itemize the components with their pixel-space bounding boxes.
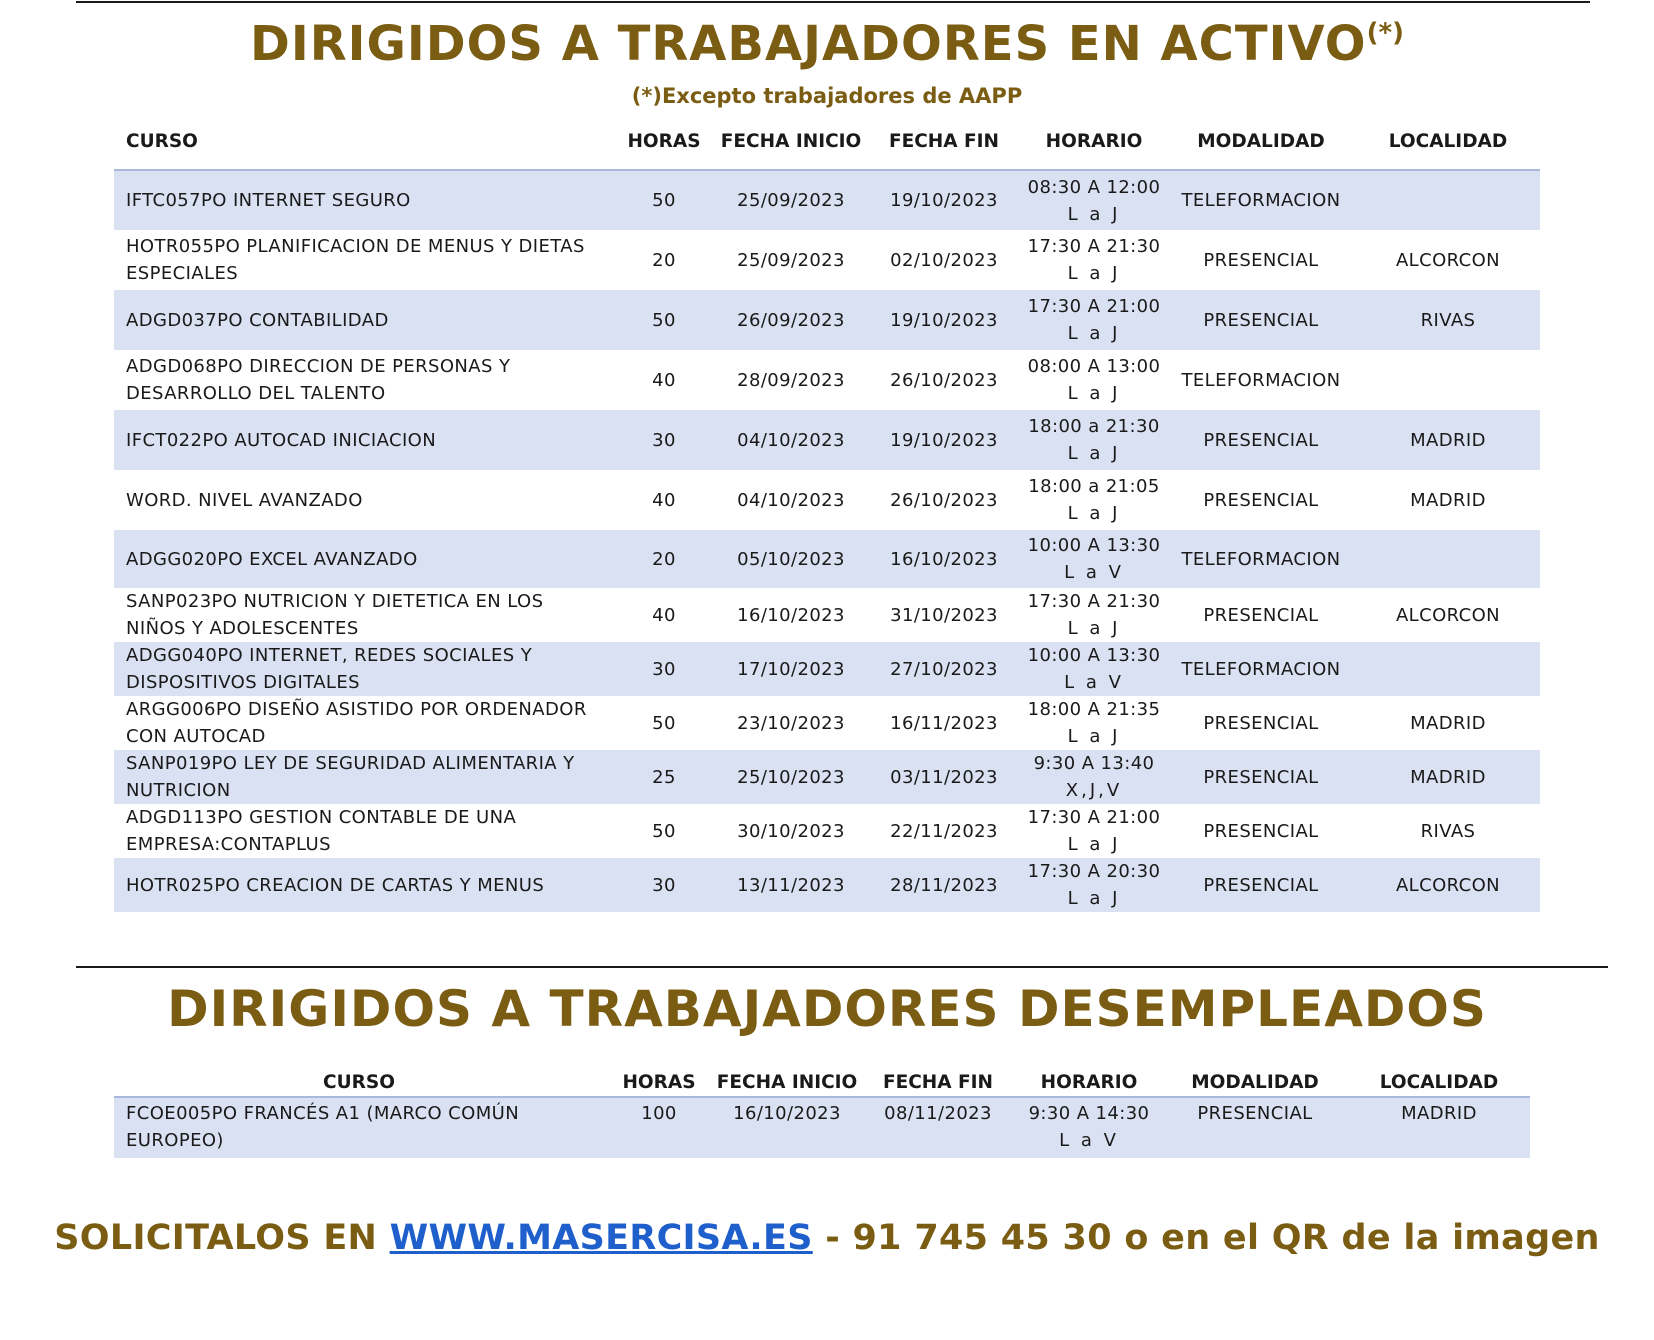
course-location: ALCORCON [1356,858,1540,912]
course-modality: TELEFORMACION [1166,170,1356,230]
course-hours: 30 [612,858,716,912]
course-modality: TELEFORMACION [1166,642,1356,696]
course-modality: PRESENCIAL [1166,470,1356,530]
course-hours: 100 [604,1097,714,1158]
table-row [114,858,1540,912]
course-schedule [1022,588,1166,642]
course-end-date: 28/11/2023 [866,858,1022,912]
table-row [114,1097,1530,1158]
course-start-date: 26/09/2023 [716,290,866,350]
unemployed-courses-table [114,1066,1530,1158]
course-start-date: 04/10/2023 [716,470,866,530]
unemployed-table-body [114,1097,1530,1158]
course-name: HOTR055PO PLANIFICACION DE MENUS Y DIETAS ESPECIALES [114,230,612,290]
course-location: RIVAS [1356,804,1540,858]
course-location: MADRID [1348,1097,1530,1158]
course-name: ADGD037PO CONTABILIDAD [114,290,612,350]
course-start-date: 17/10/2023 [716,642,866,696]
col-fecha-fin: FECHA FIN [860,1066,1016,1097]
course-location: MADRID [1356,470,1540,530]
course-hours: 50 [612,696,716,750]
course-end-date: 08/11/2023 [860,1097,1016,1158]
course-start-date: 04/10/2023 [716,410,866,470]
course-modality: PRESENCIAL [1166,410,1356,470]
course-end-date: 16/11/2023 [866,696,1022,750]
schedule-hours: 18:00 a 21:30 [1028,416,1160,437]
course-modality: PRESENCIAL [1162,1097,1348,1158]
course-location: MADRID [1356,750,1540,804]
course-end-date: 27/10/2023 [866,642,1022,696]
course-hours: 50 [612,170,716,230]
course-hours: 50 [612,804,716,858]
active-note: (*)Excepto trabajadores de AAPP [631,84,1023,108]
table-row [114,170,1540,230]
course-modality: PRESENCIAL [1166,230,1356,290]
course-hours: 25 [612,750,716,804]
course-schedule [1022,696,1166,750]
course-schedule [1022,350,1166,410]
course-hours: 40 [612,588,716,642]
schedule-days: L a J [1067,323,1121,344]
course-start-date: 05/10/2023 [716,530,866,588]
course-schedule [1022,804,1166,858]
col-localidad: LOCALIDAD [1348,1066,1530,1097]
course-name: ADGG040PO INTERNET, REDES SOCIALES Y DISPOSITIVOS DIGITALES [114,642,612,696]
title-active-mark: (*) [1366,18,1404,48]
course-name: SANP023PO NUTRICION Y DIETETICA EN LOS NIÑOS Y ADOLESCENTES [114,588,612,642]
col-curso: CURSO [114,1066,604,1097]
table-row [114,696,1540,750]
course-location: RIVAS [1356,290,1540,350]
table-row [114,470,1540,530]
table-row [114,804,1540,858]
course-start-date: 16/10/2023 [716,588,866,642]
schedule-days: L a J [1067,726,1121,747]
course-location [1356,170,1540,230]
schedule-hours: 10:00 A 13:30 [1027,645,1161,666]
schedule-hours: 08:30 A 12:00 [1027,176,1161,198]
course-end-date: 16/10/2023 [866,530,1022,588]
schedule-hours: 9:30 A 14:30 [1028,1103,1150,1124]
section-divider [76,966,1608,968]
course-name: WORD. NIVEL AVANZADO [114,470,612,530]
course-hours: 20 [612,530,716,588]
col-modalidad: MODALIDAD [1166,113,1356,170]
course-start-date: 25/09/2023 [716,230,866,290]
table-row [114,230,1540,290]
course-hours: 40 [612,350,716,410]
course-name: IFTC057PO INTERNET SEGURO [114,170,612,230]
schedule-hours: 17:30 A 21:30 [1027,236,1161,257]
table-row [114,642,1540,696]
schedule-hours: 17:30 A 21:00 [1027,807,1161,828]
col-horario: HORARIO [1016,1066,1162,1097]
course-schedule [1022,410,1166,470]
schedule-hours: 17:30 A 21:30 [1027,591,1161,612]
schedule-hours: 10:00 A 13:30 [1027,535,1161,556]
course-name: ADGD068PO DIRECCION DE PERSONAS Y DESARROLLO DEL TALENTO [114,350,612,410]
schedule-days: L a V [1059,1130,1119,1151]
course-schedule [1016,1097,1162,1158]
table-row [114,750,1540,804]
course-end-date: 19/10/2023 [866,410,1022,470]
title-active [0,16,1654,72]
schedule-days: L a V [1064,562,1124,583]
course-location: ALCORCON [1356,230,1540,290]
schedule-hours: 17:30 A 20:30 [1027,861,1161,882]
table-row [114,588,1540,642]
course-name: ADGG020PO EXCEL AVANZADO [114,530,612,588]
title-active-text: DIRIGIDOS A TRABAJADORES EN ACTIVO [250,16,1367,72]
course-hours: 30 [612,410,716,470]
website-link[interactable]: WWW.MASERCISA.ES [389,1218,813,1258]
active-header-row [114,113,1540,170]
course-name: ARGG006PO DISEÑO ASISTIDO POR ORDENADOR CON AUTOCAD [114,696,612,750]
course-schedule [1022,290,1166,350]
course-start-date: 28/09/2023 [716,350,866,410]
top-rule [76,1,1590,3]
schedule-hours: 08:00 A 13:00 [1027,356,1161,377]
title-unemployed: DIRIGIDOS A TRABAJADORES DESEMPLEADOS [167,980,1487,1038]
course-modality: PRESENCIAL [1166,696,1356,750]
unemployed-header-row [114,1066,1530,1097]
course-schedule [1022,170,1166,230]
course-schedule [1022,470,1166,530]
course-start-date: 25/10/2023 [716,750,866,804]
course-start-date: 16/10/2023 [714,1097,860,1158]
course-name: ADGD113PO GESTION CONTABLE DE UNA EMPRESA:CONTAPLUS [114,804,612,858]
schedule-hours: 17:30 A 21:00 [1027,296,1161,317]
course-schedule [1022,642,1166,696]
course-location: ALCORCON [1356,588,1540,642]
course-end-date: 02/10/2023 [866,230,1022,290]
course-end-date: 26/10/2023 [866,350,1022,410]
schedule-hours: 18:00 a 21:05 [1028,476,1160,497]
course-schedule [1022,230,1166,290]
course-modality: PRESENCIAL [1166,804,1356,858]
table-row [114,530,1540,588]
col-fecha-fin: FECHA FIN [866,113,1022,170]
schedule-days: L a V [1064,672,1124,693]
col-curso: CURSO [114,113,612,170]
course-name: HOTR025PO CREACION DE CARTAS Y MENUS [114,858,612,912]
course-modality: PRESENCIAL [1166,858,1356,912]
schedule-days: L a J [1067,203,1121,225]
footer-cta [0,1218,1654,1258]
course-name: FCOE005PO FRANCÉS A1 (MARCO COMÚN EUROPEO) [114,1097,604,1158]
schedule-days: L a J [1067,888,1121,909]
course-schedule [1022,530,1166,588]
course-hours: 20 [612,230,716,290]
course-modality: PRESENCIAL [1166,750,1356,804]
course-end-date: 22/11/2023 [866,804,1022,858]
course-end-date: 03/11/2023 [866,750,1022,804]
col-horas: HORAS [612,113,716,170]
schedule-days: L a J [1067,443,1121,464]
course-hours: 30 [612,642,716,696]
course-location: MADRID [1356,410,1540,470]
col-fecha-inicio: FECHA INICIO [716,113,866,170]
schedule-days: L a J [1067,503,1121,524]
schedule-days: X,J,V [1065,780,1123,801]
active-courses-table [114,113,1540,912]
table-row [114,350,1540,410]
course-start-date: 23/10/2023 [716,696,866,750]
course-end-date: 31/10/2023 [866,588,1022,642]
col-horas: HORAS [604,1066,714,1097]
course-end-date: 19/10/2023 [866,290,1022,350]
col-modalidad: MODALIDAD [1162,1066,1348,1097]
schedule-hours: 18:00 A 21:35 [1027,699,1161,720]
course-name: IFCT022PO AUTOCAD INICIACION [114,410,612,470]
schedule-days: L a J [1067,263,1121,284]
col-fecha-inicio: FECHA INICIO [714,1066,860,1097]
course-modality: TELEFORMACION [1166,530,1356,588]
course-hours: 50 [612,290,716,350]
course-name: SANP019PO LEY DE SEGURIDAD ALIMENTARIA Y NUTRICION [114,750,612,804]
course-modality: PRESENCIAL [1166,588,1356,642]
course-start-date: 13/11/2023 [716,858,866,912]
schedule-days: L a J [1067,618,1121,639]
course-location [1356,350,1540,410]
course-schedule [1022,858,1166,912]
footer-prefix: SOLICITALOS EN [54,1218,390,1258]
footer-suffix: - 91 745 45 30 o en el QR de la imagen [812,1218,1600,1258]
course-modality: TELEFORMACION [1166,350,1356,410]
schedule-days: L a J [1067,383,1121,404]
course-location [1356,642,1540,696]
course-start-date: 30/10/2023 [716,804,866,858]
course-location: MADRID [1356,696,1540,750]
course-end-date: 19/10/2023 [866,170,1022,230]
table-row [114,290,1540,350]
col-localidad: LOCALIDAD [1356,113,1540,170]
schedule-hours: 9:30 A 13:40 [1033,753,1155,774]
active-table-body [114,170,1540,912]
course-end-date: 26/10/2023 [866,470,1022,530]
course-location [1356,530,1540,588]
course-hours: 40 [612,470,716,530]
course-schedule [1022,750,1166,804]
table-row [114,410,1540,470]
course-modality: PRESENCIAL [1166,290,1356,350]
col-horario: HORARIO [1022,113,1166,170]
course-start-date: 25/09/2023 [716,170,866,230]
schedule-days: L a J [1067,834,1121,855]
